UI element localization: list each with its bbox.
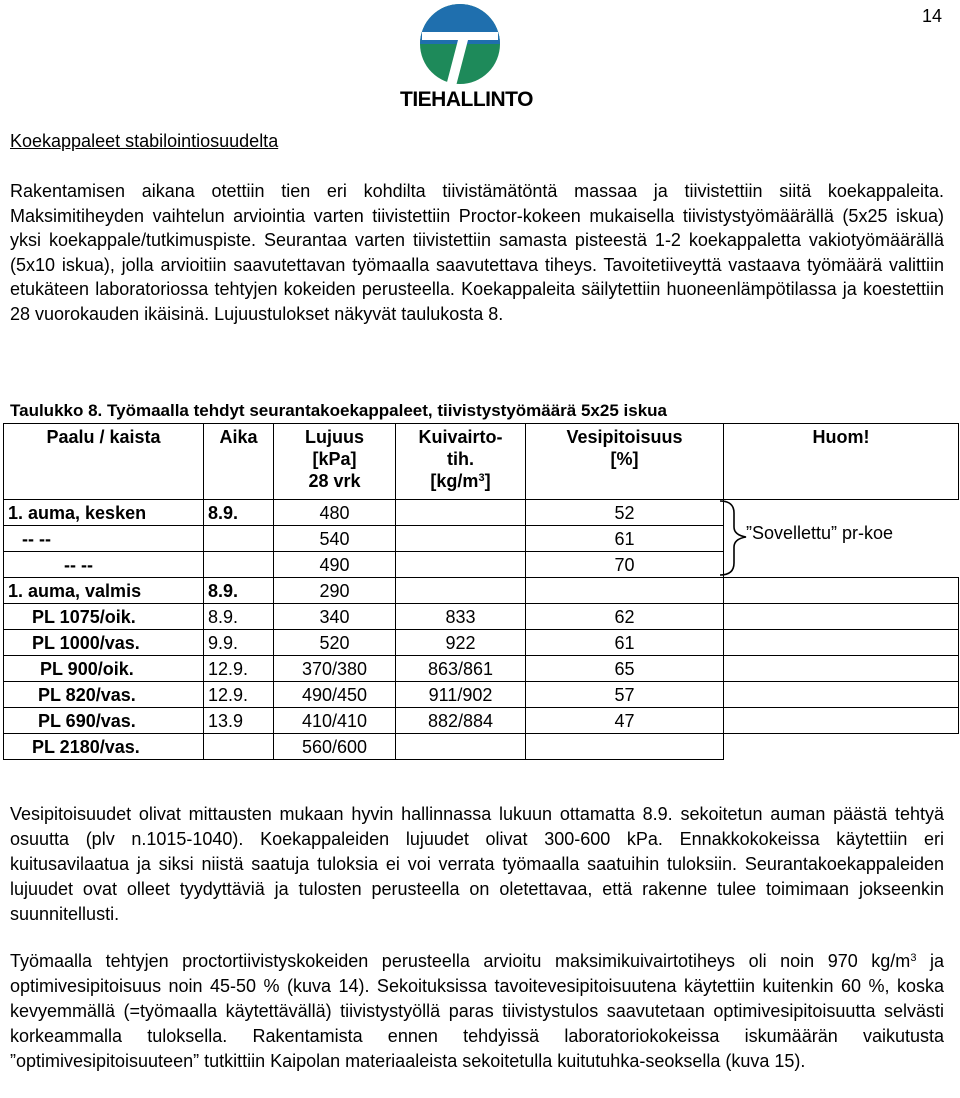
logo-emblem-icon — [418, 2, 502, 86]
table-note: ”Sovellettu” pr-koe — [746, 523, 894, 543]
table-row: PL 1000/vas. 9.9. 520 922 61 — [4, 630, 959, 656]
table-row: PL 1075/oik. 8.9. 340 833 62 — [4, 604, 959, 630]
table-row: PL 820/vas. 12.9. 490/450 911/902 57 — [4, 682, 959, 708]
table-row: PL 900/oik. 12.9. 370/380 863/861 65 — [4, 656, 959, 682]
page-number: 14 — [921, 6, 942, 26]
table-row: -- -- 490 70 — [4, 552, 959, 578]
paragraph-proctor: Työmaalla tehtyjen proctortiivistyskokeiden perusteella arvioitu maksimikuivairtotiheys oli noin 970 $kg/m^3$ ja optimivesipitoisuus noin 45-50 % (kuva 14). Sekoituksissa tavoitevesipitoisuutena käytettiin kuitenkin 60 %, koska kevyemmällä (=työmaalla käytettävällä) tiivistystyöllä paras tiivistystulos saavutetaan optimivesipitoisuutta selvästi korkeammalla tuloksella. Rakentamista ennen tehdyissä laboratoriokokeissa iskumäärän vaikutusta ”optimivesipitoisuuteen” tutkittiin Kaipolan materiaaleista sekoitetulla kuitutuhka-seoksella (kuva 15). — [10, 951, 944, 1071]
logo-text: TIEHALLINTO — [400, 88, 533, 111]
header-aika: Aika — [204, 424, 274, 500]
results-table — [3, 423, 959, 760]
header-vesipitoisuus: Vesipitoisuus [%] — [526, 424, 724, 500]
header-lujuus: Lujuus [kPa] 28 vrk — [274, 424, 396, 500]
curly-brace-icon — [718, 499, 748, 577]
section-heading: Koekappaleet stabilointiosuudelta — [10, 131, 279, 151]
table-caption: Taulukko 8. Työmaalla tehdyt seurantakoekappaleet, tiivistystyömäärä 5x25 iskua — [10, 401, 667, 420]
table-row: -- -- 540 61 — [4, 526, 959, 552]
table-row: 1. auma, kesken 8.9. 480 52 — [4, 500, 959, 526]
tiehallinto-logo — [400, 2, 533, 112]
header-paalu: Paalu / kaista — [4, 424, 204, 500]
paragraph-intro: Rakentamisen aikana otettiin tien eri kohdilta tiivistämätöntä massaa ja tiivistettiin siitä koekappaleita. Maksimitiheyden vaihtelun arviointia varten tiivistettiin Proctor-kokeen mukaisella tiivistystyömäärällä (5x25 iskua) yksi koekappale/tutkimuspiste. Seurantaa varten tiivistettiin samasta pisteestä 1-2 koekappaletta vakiotyömäärällä (5x10 iskua), jolla arvioitiin saavutettavan työmaalla saavutettava tiheys. Tavoitetiiveyttä vastaava työmäärä valittiin etukäteen laboratoriossa tehtyjen kokeiden perusteella. Koekappaleita säilytettiin huoneenlämpötilassa ja koestettiin 28 vuorokauden ikäisinä. Lujuustulokset näkyvät taulukosta 8. — [10, 181, 944, 324]
table-header-row — [4, 424, 959, 500]
header-kuivairtotiheys: Kuivairto- tih. $[kg/m^3]$ — [396, 424, 526, 500]
table-row: PL 690/vas. 13.9 410/410 882/884 47 — [4, 708, 959, 734]
table-row: PL 2180/vas. 560/600 — [4, 734, 959, 760]
table-row: 1. auma, valmis 8.9. 290 — [4, 578, 959, 604]
header-huom: Huom! — [724, 424, 959, 500]
paragraph-results: Vesipitoisuudet olivat mittausten mukaan hyvin hallinnassa lukuun ottamatta 8.9. sekoitetun auman päästä tehtyä osuutta (plv n.1015-1040). Koekappaleiden lujuudet olivat 300-600 kPa. Ennakkokokeissa käytettiin eri kuitusavilaatua ja siksi niistä saatuja tuloksia ei voi verrata työmaalla saatuihin tuloksiin. Seurantakoekappaleiden lujuudet ovat olleet tyydyttäviä ja tulosten perusteella on oletettavaa, että rakenne tulee toimimaan jokseenkin suunnitellusti. — [10, 804, 944, 924]
